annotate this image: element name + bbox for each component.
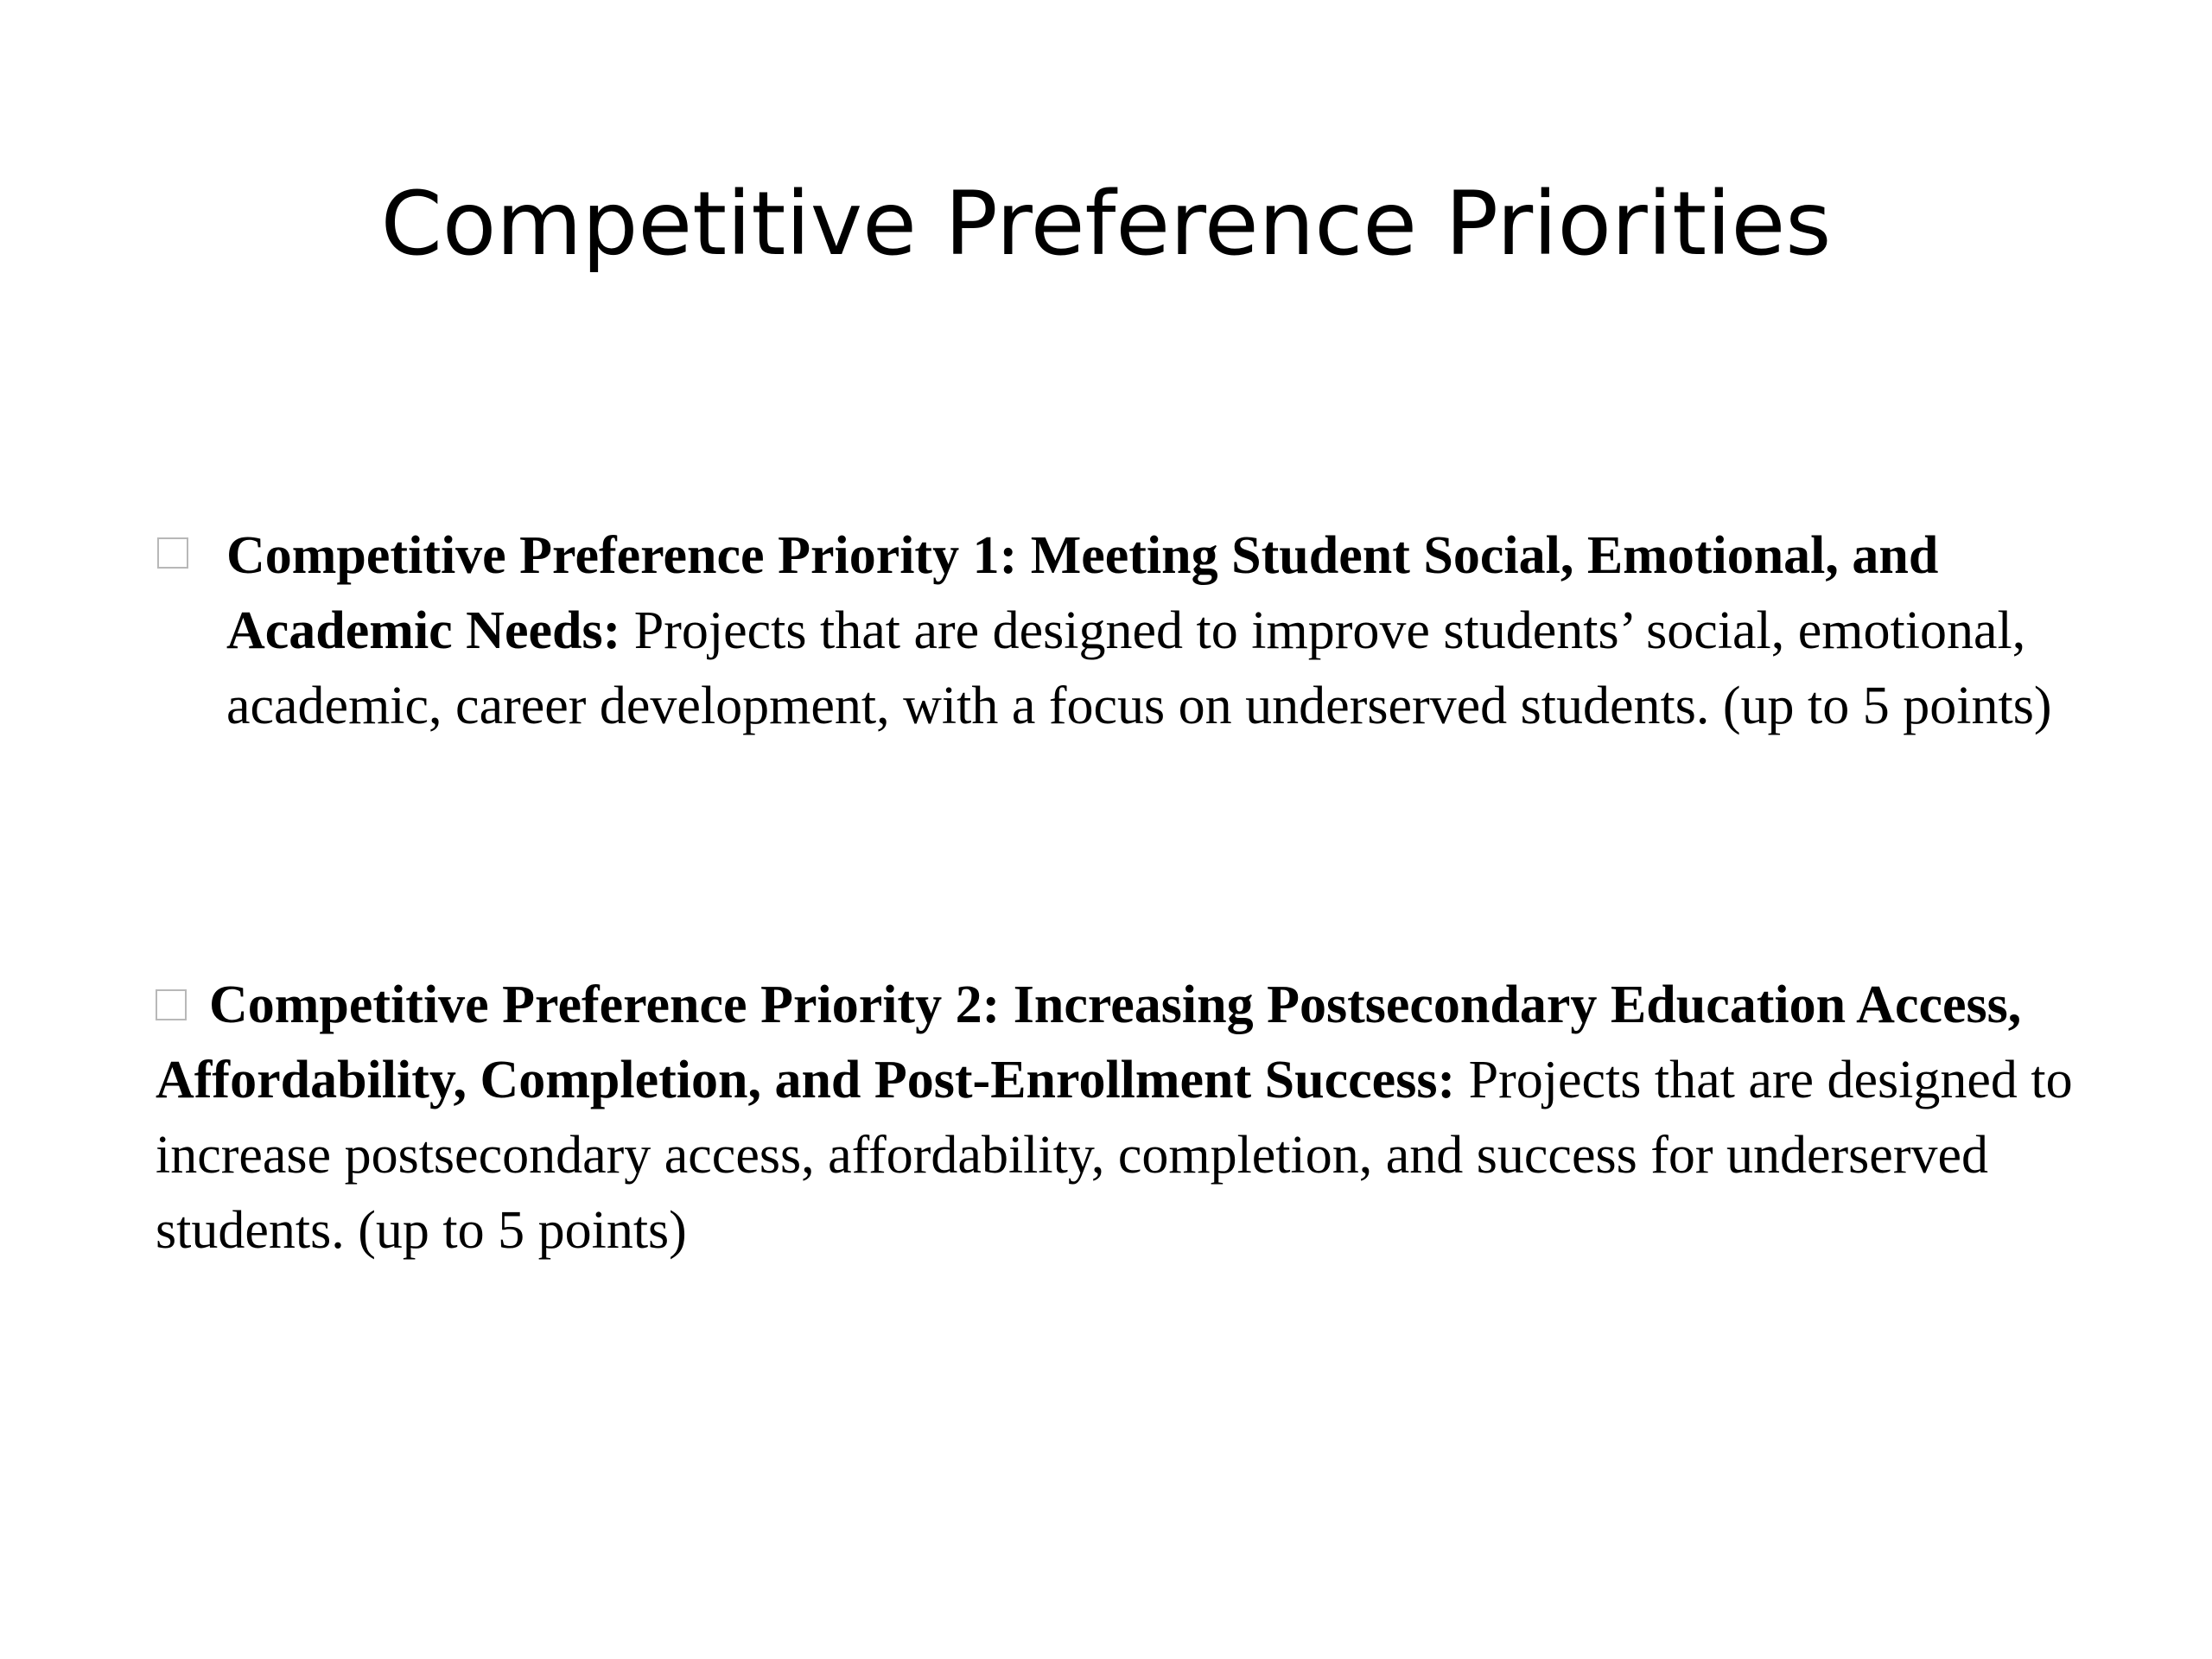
priority-1-body: Projects that are designed to improve students’ social, emotional, academic, career development, with a focus on underserved students. (up to 5 points) — [226, 601, 2052, 735]
priority-1-heading: Competitive Preference Priority 1: Meeting Student Social, Emotional, and Academic Needs: — [226, 526, 1939, 660]
priority-item-2 — [156, 968, 2082, 1268]
priority-2-body: Projects that are designed to increase postsecondary access, affordability, completion, and success for underserved students. (up to 5 points) — [156, 1051, 2073, 1260]
priority-2-heading: Competitive Preference Priority 2: Increasing Postsecondary Education Access, Affordability, Completion, and Post-Enrollment Success: — [156, 976, 2022, 1109]
priority-item-1 — [226, 518, 2084, 744]
slide-title: Competitive Preference Priorities — [380, 173, 1832, 276]
square-bullet-icon — [156, 989, 187, 1020]
square-bullet-icon — [157, 537, 188, 569]
